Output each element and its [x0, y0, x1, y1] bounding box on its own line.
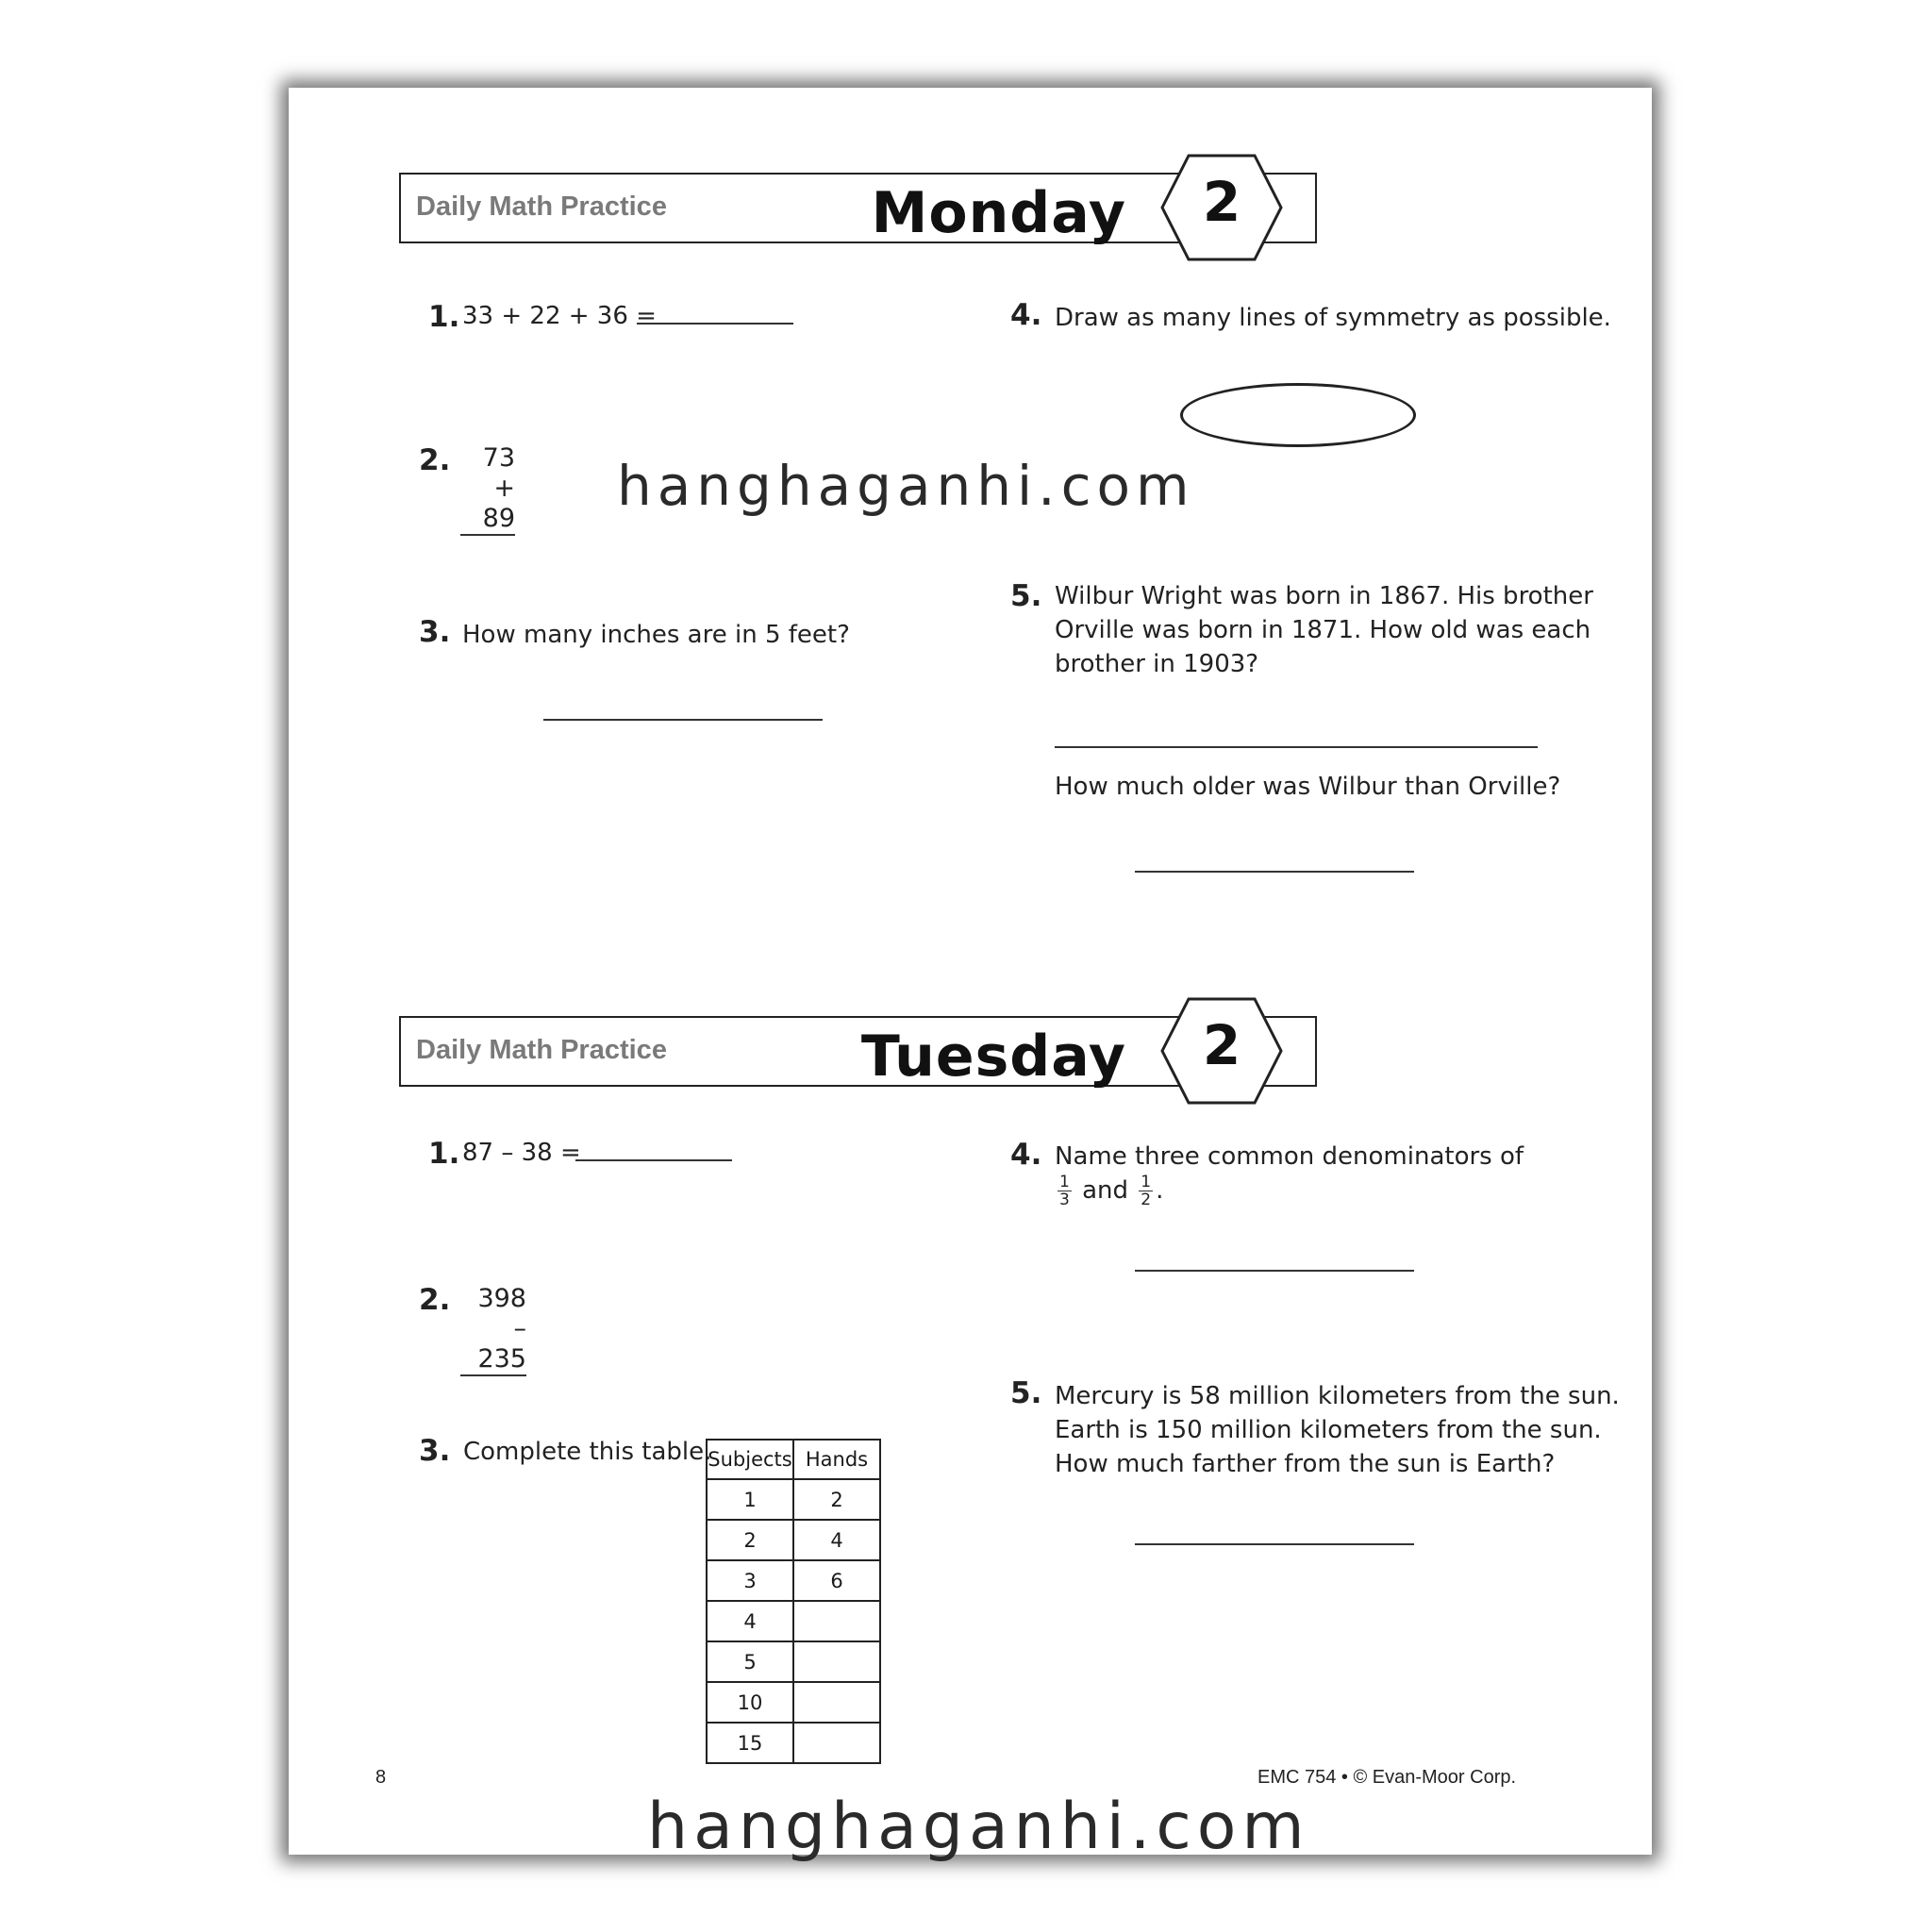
table-cell: 1: [707, 1479, 793, 1520]
question-number: 5.: [1010, 579, 1042, 613]
table-cell-blank[interactable]: [793, 1682, 880, 1723]
table-cell-blank[interactable]: [793, 1641, 880, 1682]
answer-line[interactable]: [637, 323, 793, 325]
subtrahend: – 235: [460, 1314, 526, 1376]
table-row: [707, 1723, 880, 1763]
table-row: [707, 1641, 880, 1682]
banner-day: Tuesday: [860, 1024, 1126, 1090]
addend-bottom: + 89: [460, 474, 515, 536]
question-text: 87 – 38 =: [462, 1139, 581, 1167]
question-number: 1.: [428, 1137, 460, 1171]
banner-day: Monday: [871, 180, 1126, 246]
addend-top: 73: [482, 443, 515, 473]
table-cell-blank[interactable]: [793, 1723, 880, 1763]
watermark-text: hanghaganhi.com: [647, 1790, 1310, 1864]
question-text: How many inches are in 5 feet?: [462, 621, 850, 649]
table-cell: 2: [707, 1520, 793, 1560]
fraction-line: $\frac{1}{3}$ and $\frac{1}{2}$ .: [1059, 1173, 1164, 1209]
table-cell: 10: [707, 1682, 793, 1723]
column-header: Subjects: [707, 1440, 793, 1479]
question-text: Complete this table.: [463, 1438, 712, 1466]
question-text: [1055, 579, 1593, 681]
watermark-text: hanghaganhi.com: [617, 454, 1195, 518]
question-line: How much farther from the sun is Earth?: [1055, 1450, 1556, 1478]
page-number: 8: [375, 1767, 387, 1788]
addition-problem: [460, 443, 515, 536]
question-number: 1.: [428, 300, 460, 334]
banner-brand: Daily Math Practice: [416, 1035, 667, 1065]
table-cell: 4: [793, 1520, 880, 1560]
hexagon-number: 2: [1202, 170, 1241, 234]
table-cell: 3: [707, 1560, 793, 1601]
question-text: Draw as many lines of symmetry as possible.: [1055, 304, 1611, 332]
answer-line[interactable]: [1055, 746, 1538, 748]
minuend: 398: [477, 1284, 526, 1313]
question-line: Wilbur Wright was born in 1867. His brother: [1055, 582, 1593, 610]
answer-line[interactable]: [1135, 1543, 1414, 1545]
question-line: Orville was born in 1871. How old was each: [1055, 616, 1591, 644]
question-number: 2.: [419, 443, 451, 477]
subtraction-problem: [460, 1284, 526, 1376]
fraction-one-half: $\frac{1}{2}$: [1141, 1173, 1152, 1209]
question-line: Earth is 150 million kilometers from the sun.: [1055, 1416, 1602, 1444]
question-line: Name three common denominators of: [1055, 1142, 1524, 1171]
subjects-hands-table: [706, 1439, 881, 1764]
question-text: [1055, 1379, 1620, 1481]
question-line: brother in 1903?: [1055, 650, 1259, 678]
table-cell: 5: [707, 1641, 793, 1682]
question-number: 4.: [1010, 1138, 1042, 1172]
question-number: 5.: [1010, 1376, 1042, 1410]
table-row: [707, 1601, 880, 1641]
copyright-credit: EMC 754 • © Evan-Moor Corp.: [1257, 1767, 1517, 1788]
table-row: [707, 1520, 880, 1560]
answer-line[interactable]: [1135, 871, 1414, 873]
table-cell: 6: [793, 1560, 880, 1601]
hexagon-number: 2: [1202, 1013, 1241, 1077]
column-header: Hands: [793, 1440, 880, 1479]
table-cell-blank[interactable]: [793, 1601, 880, 1641]
question-number: 3.: [419, 1434, 451, 1468]
question-text: [1055, 1140, 1524, 1208]
worksheet-page: [289, 88, 1652, 1855]
question-number: 4.: [1010, 298, 1042, 332]
question-line: Mercury is 58 million kilometers from the sun.: [1055, 1382, 1620, 1410]
question-text: How much older was Wilbur than Orville?: [1055, 773, 1561, 801]
oval-shape[interactable]: [1180, 383, 1416, 447]
answer-line[interactable]: [543, 719, 823, 721]
table-cell: 2: [793, 1479, 880, 1520]
and-word: and: [1082, 1176, 1129, 1205]
answer-line[interactable]: [575, 1159, 732, 1161]
question-number: 3.: [419, 615, 451, 649]
table-cell: 4: [707, 1601, 793, 1641]
table-row: [707, 1682, 880, 1723]
table-row: [707, 1560, 880, 1601]
question-number: 2.: [419, 1283, 451, 1317]
table-row: [707, 1479, 880, 1520]
fraction-one-third: $\frac{1}{3}$: [1059, 1173, 1070, 1209]
banner-brand: Daily Math Practice: [416, 192, 667, 222]
table-header-row: [707, 1440, 880, 1479]
answer-line[interactable]: [1135, 1270, 1414, 1272]
question-text: 33 + 22 + 36 =: [462, 302, 657, 330]
table-cell: 15: [707, 1723, 793, 1763]
